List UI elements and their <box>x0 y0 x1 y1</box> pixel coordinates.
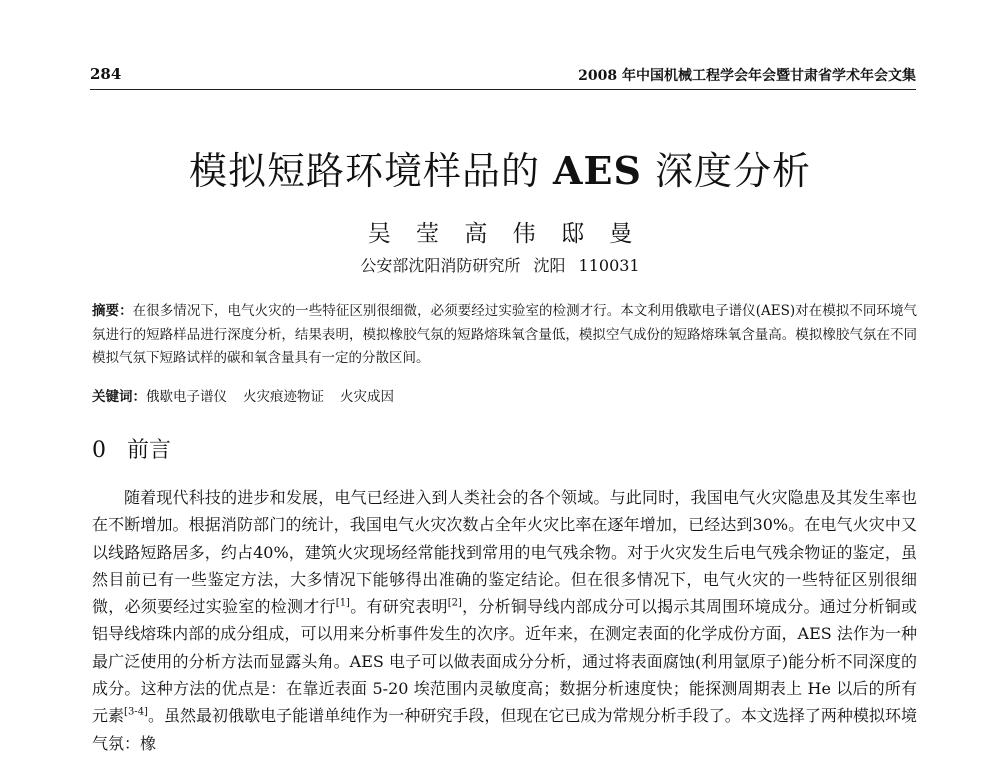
paper-title <box>0 140 1000 195</box>
citation-ref-3: [3-4] <box>124 707 148 719</box>
keyword: 俄歇电子谱仪 <box>146 389 227 405</box>
journal-title: 2008 年中国机械工程学会年会暨甘肃省学术年会文集 <box>578 68 916 84</box>
abstract-text: 在很多情况下，电气火灾的一些特征区别很细微，必须要经过实验室的检测才行。本文利用俄歇电子谱仪(AES)对在模拟不同环境气氛进行的短路样品进行深度分析，结果表明，模拟橡胶气氛的短路熔珠氧含量低，模拟空气成份的短路熔珠氧含量高。模拟橡胶气氛在不同模拟气氛下短路试样的碳和氧含量具有一定的分散区间。 <box>92 303 917 366</box>
section-heading <box>92 433 171 464</box>
title-part-2: AES <box>553 148 642 193</box>
citation-ref-2: [2] <box>447 597 462 609</box>
page-number: 284 <box>90 65 122 83</box>
section-number: 0 <box>92 438 106 463</box>
body-paragraph <box>92 484 917 757</box>
section-title: 前言 <box>127 438 172 463</box>
keywords <box>92 385 917 405</box>
abstract-label: 摘要： <box>92 303 133 319</box>
keyword: 火灾成因 <box>340 389 394 405</box>
body-text-1: 随着现代科技的进步和发展，电气已经进入到人类社会的各个领域。与此同时，我国电气火灾隐患及其发生率也在不断增加。根据消防部门的统计，我国电气火灾次数占全年火灾比率在逐年增加，已经达到30%。在电气火灾中又以线路短路居多，约占40%，建筑火灾现场经常能找到常用的电气残余物。对于火灾发生后电气残余物证的鉴定，虽然目前已有一些鉴定方法，大多情况下能够得出准确的鉴定结论。但在很多情况下，电气火灾的一些特征区别很细微，必须要经过实验室的检测才行 <box>92 488 917 617</box>
title-part-3: 深度分析 <box>641 149 812 193</box>
abstract <box>92 300 917 371</box>
running-header <box>90 63 916 90</box>
body-text-2: 。有研究表明 <box>349 597 448 617</box>
affiliation: 公安部沈阳消防研究所 沈阳 110031 <box>360 256 640 275</box>
title-part-1: 模拟短路环境样品的 <box>188 149 554 193</box>
body-text-4: 。虽然最初俄歇电子能谱单纯作为一种研究手段，但现在它已成为常规分析手段了。本文选择了两种模拟环境气氛：橡 <box>92 706 917 753</box>
authors: 吴 莹 高 伟 邸 曼 <box>367 221 633 247</box>
citation-ref-1: [1] <box>335 597 350 609</box>
keyword: 火灾痕迹物证 <box>243 389 324 405</box>
body-text-3: ，分析铜导线内部成分可以揭示其周围环境成分。通过分析铜或铝导线熔珠内部的成分组成，可以用来分析事件发生的次序。近年来，在测定表面的化学成份方面，AES 法作为一种最广泛使用的分析方法而显露头角。AES 电子可以做表面成分分析，通过将表面腐蚀(利用氩原子)能分析不同深度的成分。这种方法的优点是：在靠近表面 5-20 埃范围内灵敏度高；数据分析速度快；能探测周期表上 He 以后的所有元素 <box>92 597 917 726</box>
keywords-label: 关键词： <box>92 389 146 405</box>
